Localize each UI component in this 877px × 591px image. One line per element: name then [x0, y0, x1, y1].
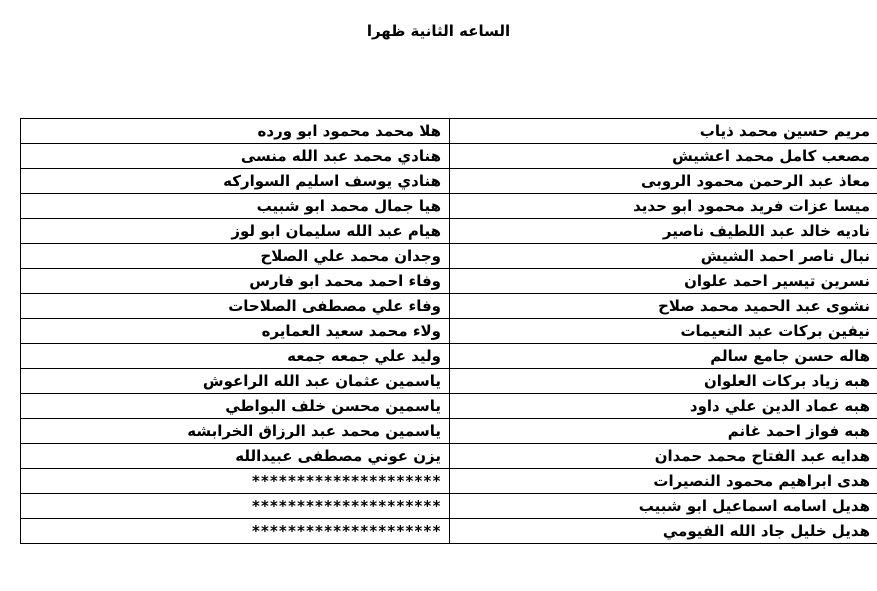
name-cell-right: هديل خليل جاد الله الفيومي [450, 519, 877, 544]
placeholder-cell-left: ********************* [21, 519, 450, 544]
name-cell-right: معاذ عبد الرحمن محمود الروبى [450, 169, 877, 194]
table-row [21, 219, 877, 244]
name-cell-left: وليد علي جمعه جمعه [21, 344, 450, 369]
name-cell-left: هلا محمد محمود ابو ورده [21, 119, 450, 144]
placeholder-cell-left: ********************* [21, 494, 450, 519]
name-cell-left: هنادي محمد عبد الله منسى [21, 144, 450, 169]
table-row [21, 319, 877, 344]
name-cell-left: وفاء علي مصطفى الصلاحات [21, 294, 450, 319]
table-row [21, 294, 877, 319]
name-cell-right: هديل اسامه اسماعيل ابو شبيب [450, 494, 877, 519]
table-row [21, 144, 877, 169]
name-cell-right: مصعب كامل محمد اعشيش [450, 144, 877, 169]
table-row [21, 444, 877, 469]
table-row [21, 194, 877, 219]
name-cell-left: وجدان محمد علي الصلاح [21, 244, 450, 269]
name-cell-right: نبال ناصر احمد الشيش [450, 244, 877, 269]
name-cell-left: ياسمين عثمان عبد الله الراعوش [21, 369, 450, 394]
name-cell-left: هنادي يوسف اسليم السواركه [21, 169, 450, 194]
table-row [21, 494, 877, 519]
table-row [21, 244, 877, 269]
name-cell-left: هيا جمال محمد ابو شبيب [21, 194, 450, 219]
table-row [21, 169, 877, 194]
table-row [21, 469, 877, 494]
table-row [21, 269, 877, 294]
table-row [21, 119, 877, 144]
name-cell-left: هيام عبد الله سليمان ابو لوز [21, 219, 450, 244]
names-table-body [21, 119, 877, 544]
table-row [21, 394, 877, 419]
table-row [21, 344, 877, 369]
table-row [21, 419, 877, 444]
name-cell-right: هدايه عبد الفتاح محمد حمدان [450, 444, 877, 469]
name-cell-left: ياسمين محسن خلف البواطي [21, 394, 450, 419]
names-table [20, 118, 877, 544]
name-cell-right: هبه زياد بركات العلوان [450, 369, 877, 394]
name-cell-right: هبه فواز احمد غانم [450, 419, 877, 444]
name-cell-right: هبه عماد الدين علي داود [450, 394, 877, 419]
name-cell-right: ميسا عزات فريد محمود ابو حديد [450, 194, 877, 219]
name-cell-right: ناديه خالد عبد اللطيف ناصير [450, 219, 877, 244]
name-cell-left: ولاء محمد سعيد العمايره [21, 319, 450, 344]
name-cell-right: نيفين بركات عبد النعيمات [450, 319, 877, 344]
name-cell-right: نسرين تيسير احمد علوان [450, 269, 877, 294]
name-cell-right: هدى ابراهيم محمود النصيرات [450, 469, 877, 494]
name-cell-left: وفاء احمد محمد ابو فارس [21, 269, 450, 294]
placeholder-cell-left: ********************* [21, 469, 450, 494]
name-cell-right: مريم حسين محمد ذياب [450, 119, 877, 144]
page-title: الساعه الثانية ظهرا [366, 22, 511, 40]
name-cell-right: نشوى عبد الحميد محمد صلاح [450, 294, 877, 319]
table-row [21, 369, 877, 394]
name-cell-left: يزن عوني مصطفى عبيدالله [21, 444, 450, 469]
name-cell-left: ياسمين محمد عبد الرزاق الخرابشه [21, 419, 450, 444]
name-cell-right: هاله حسن جامع سالم [450, 344, 877, 369]
table-row [21, 519, 877, 544]
